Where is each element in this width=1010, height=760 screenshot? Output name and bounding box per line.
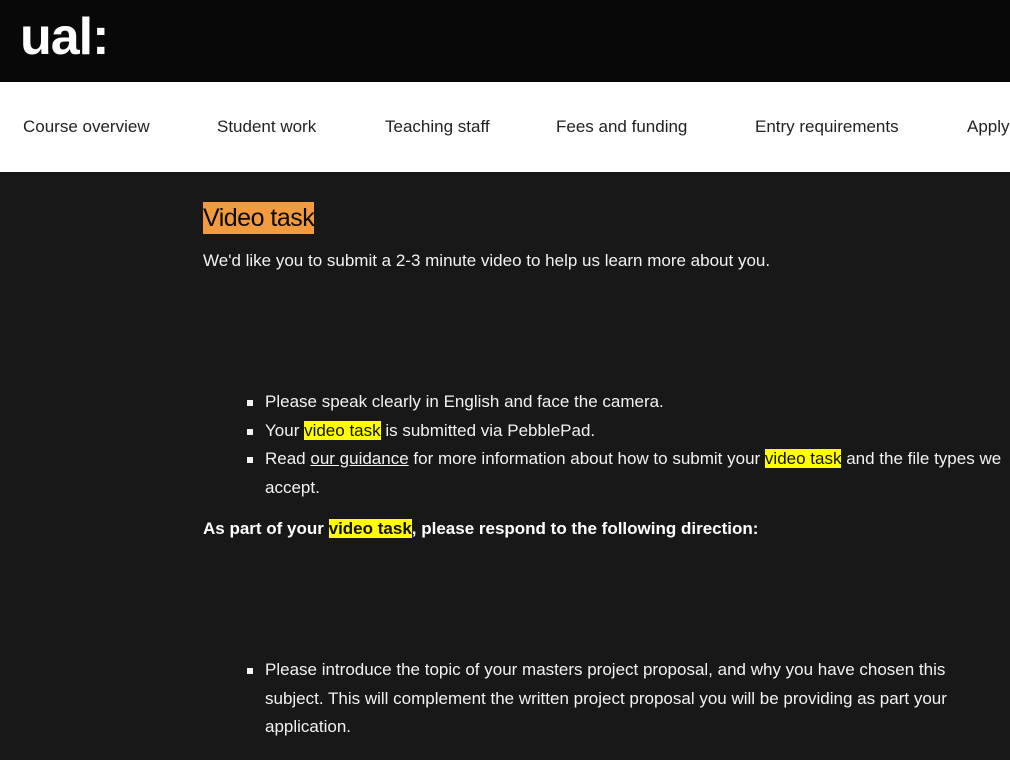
site-header (0, 0, 1010, 82)
direction-list (265, 656, 1005, 742)
nav-teaching-staff[interactable]: Teaching staff (385, 117, 490, 136)
list-item-text: Your (265, 420, 305, 440)
list-item (265, 656, 1005, 742)
our-guidance-link[interactable]: our guidance (310, 449, 409, 468)
list-item-text: Please speak clearly in English and face the camera. (265, 392, 664, 411)
list-item (265, 388, 1005, 417)
list-item (265, 417, 1005, 446)
direction-text (203, 518, 758, 540)
nav-fees-and-funding[interactable]: Fees and funding (556, 117, 688, 136)
nav-entry-requirements[interactable]: Entry requirements (755, 117, 899, 136)
intro-text: We'd like you to submit a 2-3 minute video to help us learn more about you. (203, 251, 771, 270)
list-item-text: is submitted via PebblePad. (380, 420, 596, 440)
nav-course-overview[interactable]: Course overview (23, 117, 150, 136)
list-item-text: Please introduce the topic of your masters project proposal, and why you have chosen this subject. This will complement the written project proposal you will be providing as part your application. (265, 660, 947, 736)
nav-student-work[interactable]: Student work (217, 117, 317, 136)
direction-post: , please respond to the following direction: (411, 519, 759, 538)
highlighted-term: video task (304, 420, 381, 440)
requirements-list (265, 388, 1005, 502)
nav-apply[interactable]: Apply (967, 117, 1010, 136)
section-heading: Video task (203, 204, 315, 232)
list-item-text: for more information about how to submit your (408, 449, 765, 468)
list-item-text: and the file types we accept. (265, 449, 1002, 497)
course-nav (0, 82, 1010, 172)
direction-pre: As part of your (203, 519, 329, 538)
main-content (0, 172, 1010, 760)
highlighted-term: video task (328, 519, 412, 538)
highlighted-term: video task (764, 449, 842, 468)
ual-logo[interactable]: ual: (20, 8, 109, 66)
list-item-text: Read (265, 449, 311, 468)
list-item (265, 445, 1005, 502)
